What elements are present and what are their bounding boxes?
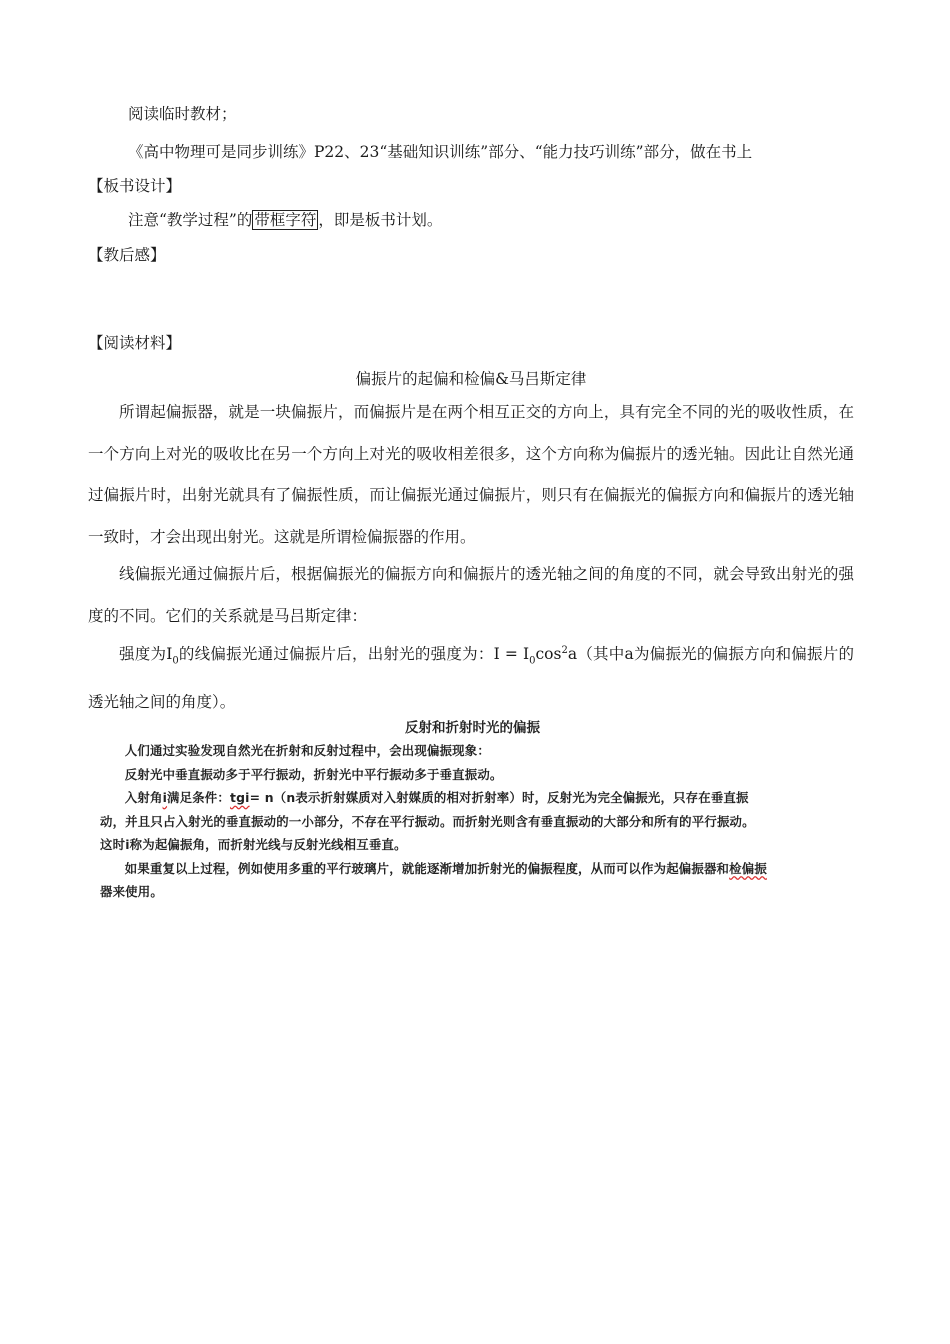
scanned-l6-wavy: 检偏振 [729, 860, 767, 876]
p3-subscript-0: 0 [172, 655, 179, 667]
reflection-heading: 【教后感】 [88, 246, 166, 264]
article-paragraph-2: 线偏振光通过偏振片后，根据偏振光的偏振方向和偏振片的透光轴之间的角度的不同，就会导致出射光的强度的不同。它们的关系就是马吕斯定律： [88, 565, 854, 625]
p3-part-c: cos [535, 645, 562, 664]
book-task-line: 《高中物理可是同步训练》P22、23“基础知识训练”部分、“能力技巧训练”部分，做在书上 [128, 143, 753, 161]
board-note-suffix: ，即是板书计划。 [318, 211, 443, 229]
scanned-line-6 [100, 857, 845, 881]
reading-material-heading: 【阅读材料】 [88, 334, 182, 352]
scanned-l5a: 这时 [100, 837, 126, 852]
scanned-line-2: 反射光中垂直振动多于平行振动，折射光中平行振动多于垂直振动。 [124, 766, 503, 782]
scanned-line-5 [100, 833, 845, 857]
scanned-line-7: 器来使用。 [100, 884, 163, 899]
board-note-line [128, 210, 442, 230]
scanned-l3b: 满足条件： [167, 790, 230, 805]
scanned-l3c: = n（n表示折射媒质对入射媒质的相对折射率）时，反射光为完全偏振光，只存在垂直振 [249, 790, 749, 805]
scanned-line-4: 动，并且只占入射光的垂直振动的一小部分，不存在平行振动。而折射光则含有垂直振动的大部分和所有的平行振动。 [100, 813, 755, 829]
scanned-l6a: 如果重复以上过程，例如使用多重的平行玻璃片，就能逐渐增加折射光的偏振程度，从而可以作为起偏振器和 [124, 860, 730, 876]
article-paragraph-3 [88, 630, 854, 723]
p3-part-d: a（其中a为偏振光的偏振方向和偏振片的透光轴之间的角度）。 [88, 645, 855, 711]
scanned-l5-i: i [125, 837, 130, 852]
scanned-line-1: 人们通过实验发现自然光在折射和反射过程中，会出现偏振现象： [124, 743, 490, 758]
article-title: 偏振片的起偏和检偏&马吕斯定律 [355, 370, 587, 388]
scanned-l5b: 称为起偏振角，而折射光线与反射光线相互垂直。 [129, 837, 407, 852]
reading-task-line: 阅读临时教材； [128, 105, 237, 123]
p3-part-a: 强度为I [119, 645, 173, 664]
board-design-heading: 【板书设计】 [88, 177, 182, 195]
board-note-prefix: 注意“教学过程”的 [128, 211, 253, 229]
p3-superscript: 2 [561, 645, 568, 656]
scanned-l3a: 入射角 [124, 790, 163, 805]
p3-subscript-1: 0 [529, 655, 536, 667]
scanned-l3-i: i [162, 790, 168, 805]
scanned-title: 反射和折射时光的偏振 [405, 720, 540, 736]
scanned-l3-tgi: tgi [229, 790, 250, 805]
article-paragraph-1: 所谓起偏振器，就是一块偏振片，而偏振片是在两个相互正交的方向上，具有完全不同的光的吸收性质，在一个方向上对光的吸收比在另一个方向上对光的吸收相差很多，这个方向称为偏振片的透光轴。因此让自然光通过偏振片时，出射光就具有了偏振性质，而让偏振光通过偏振片，则只有在偏振光的偏振方向和偏振片的透光轴一致时，才会出现出射光。这就是所谓检偏振器的作用。 [88, 403, 854, 546]
scanned-excerpt [100, 718, 845, 904]
scanned-line-3 [100, 786, 845, 810]
boxed-characters: 带框字符 [254, 211, 317, 229]
p3-part-b: 的线偏振光通过偏振片后，出射光的强度为：I = I [178, 645, 530, 664]
